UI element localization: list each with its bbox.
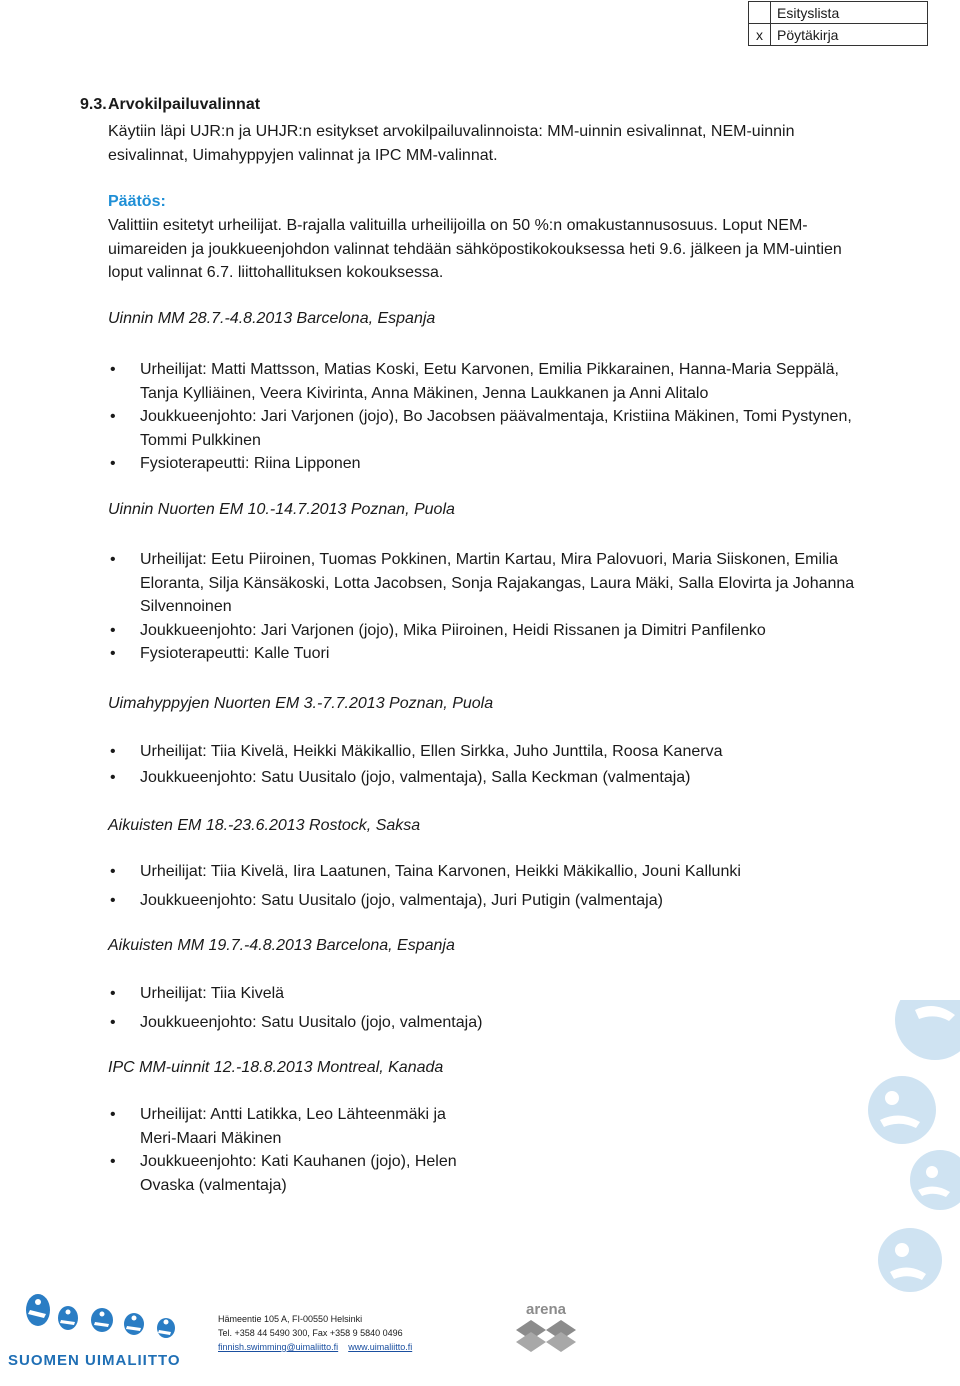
decision-line: uimareiden ja joukkueenjohdon valinnat tehdään sähköpostikokouksessa heti 9.6. jälkeen ja MM-uintien [108, 241, 842, 258]
decision-line: loput valinnat 6.7. liittohallituksen kokouksessa. [108, 264, 444, 281]
event-title: Uimahyppyjen Nuorten EM 3.-7.7.2013 Poznan, Puola [108, 695, 494, 712]
event-list [108, 358, 852, 476]
contact-links [218, 1340, 412, 1354]
event-list [108, 1103, 457, 1197]
event-title: Uinnin MM 28.7.-4.8.2013 Barcelona, Espanja [108, 310, 436, 327]
doctype-row-agenda [749, 2, 928, 24]
email-link[interactable]: finnish.swimming@uimaliitto.fi [218, 1342, 339, 1352]
intro-line: esivalinnat, Uimahyppyjen valinnat ja IPC MM-valinnat. [108, 147, 498, 164]
address-line: Hämeentie 105 A, FI-00550 Helsinki [218, 1314, 363, 1324]
list-item: • Joukkueenjohto: Jari Varjonen (jojo), Mika Piiroinen, Heidi Rissanen ja Dimitri Panfilenko [108, 619, 854, 643]
doctype-label: Pöytäkirja [771, 24, 928, 46]
doctype-row-minutes [749, 24, 928, 46]
swimming-pictogram-icon [840, 1000, 960, 1360]
decision-label: Päätös: [108, 193, 166, 210]
intro-line: Käytiin läpi UJR:n ja UHJR:n esitykset arvokilpailuvalinnoista: MM-uinnin esivalinnat, NEM-uinnin [108, 123, 795, 140]
event-title: Aikuisten MM 19.7.-4.8.2013 Barcelona, Espanja [108, 937, 455, 954]
doctype-mark [749, 2, 771, 24]
list-item: • Urheilijat: Tiia Kivelä, Heikki Mäkikallio, Ellen Sirkka, Juho Junttila, Roosa Kanerva [108, 740, 722, 764]
decision-line: Valittiin esitetyt urheilijat. B-rajalla valituilla urheilijoilla on 50 %:n omakustannusosuus. Loput NEM- [108, 217, 808, 234]
event-list [108, 548, 854, 666]
list-item: • Urheilijat: Matti Mattsson, Matias Koski, Eetu Karvonen, Emilia Pikkarainen, Hanna-Maria Seppälä, Tanja Kylliäinen, Veera Kivirinta, Anna Mäkinen, Jenna Laukkanen ja Anni Alitalo [108, 358, 852, 405]
list-item: • Fysioterapeutti: Riina Lipponen [108, 452, 852, 476]
footer-address [218, 1312, 412, 1354]
event-title: Uinnin Nuorten EM 10.-14.7.2013 Poznan, Puola [108, 501, 455, 518]
list-item: • Urheilijat: Eetu Piiroinen, Tuomas Pokkinen, Martin Kartau, Mira Palovuori, Maria Siiskonen, Emilia Eloranta, Silja Känsäkoski, Lotta Jacobsen, Sonja Rajakangas, Laura Mäki, Salla Elovirta ja Johanna Silvennoinen [108, 548, 854, 619]
arena-logo-icon [508, 1300, 584, 1354]
event-list [108, 860, 741, 912]
list-item: • Fysioterapeutti: Kalle Tuori [108, 642, 854, 666]
list-item: • Joukkueenjohto: Satu Uusitalo (jojo, valmentaja), Juri Putigin (valmentaja) [108, 889, 741, 913]
list-item: • Joukkueenjohto: Satu Uusitalo (jojo, valmentaja) [108, 1011, 482, 1035]
event-list [108, 740, 722, 789]
list-item: • Joukkueenjohto: Jari Varjonen (jojo), Bo Jacobsen päävalmentaja, Kristiina Mäkinen, Tomi Pystynen, Tommi Pulkkinen [108, 405, 852, 452]
list-item: • Urheilijat: Antti Latikka, Leo Lähteenmäki ja Meri-Maari Mäkinen [108, 1103, 457, 1150]
section-title: Arvokilpailuvalinnat [108, 96, 261, 113]
event-title: Aikuisten EM 18.-23.6.2013 Rostock, Saksa [108, 817, 421, 834]
section-number: 9.3. [80, 96, 107, 113]
website-link[interactable]: www.uimaliitto.fi [348, 1342, 413, 1352]
doctype-label: Esityslista [771, 2, 928, 24]
list-item: • Joukkueenjohto: Kati Kauhanen (jojo), Helen Ovaska (valmentaja) [108, 1150, 457, 1197]
org-name: SUOMEN UIMALIITTO [8, 1352, 181, 1369]
list-item: • Urheilijat: Tiia Kivelä, Iira Laatunen, Taina Karvonen, Heikki Mäkikallio, Jouni Kallunki [108, 860, 741, 884]
list-item: • Urheilijat: Tiia Kivelä [108, 982, 482, 1006]
list-item: • Joukkueenjohto: Satu Uusitalo (jojo, valmentaja), Salla Keckman (valmentaja) [108, 766, 722, 790]
document-type-box [748, 1, 928, 46]
sponsor-name: arena [525, 1301, 567, 1318]
doctype-mark: x [749, 24, 771, 46]
event-list [108, 982, 482, 1034]
event-title: IPC MM-uinnit 12.-18.8.2013 Montreal, Kanada [108, 1059, 444, 1076]
phone-line: Tel. +358 44 5490 300, Fax +358 9 5840 0496 [218, 1328, 403, 1338]
